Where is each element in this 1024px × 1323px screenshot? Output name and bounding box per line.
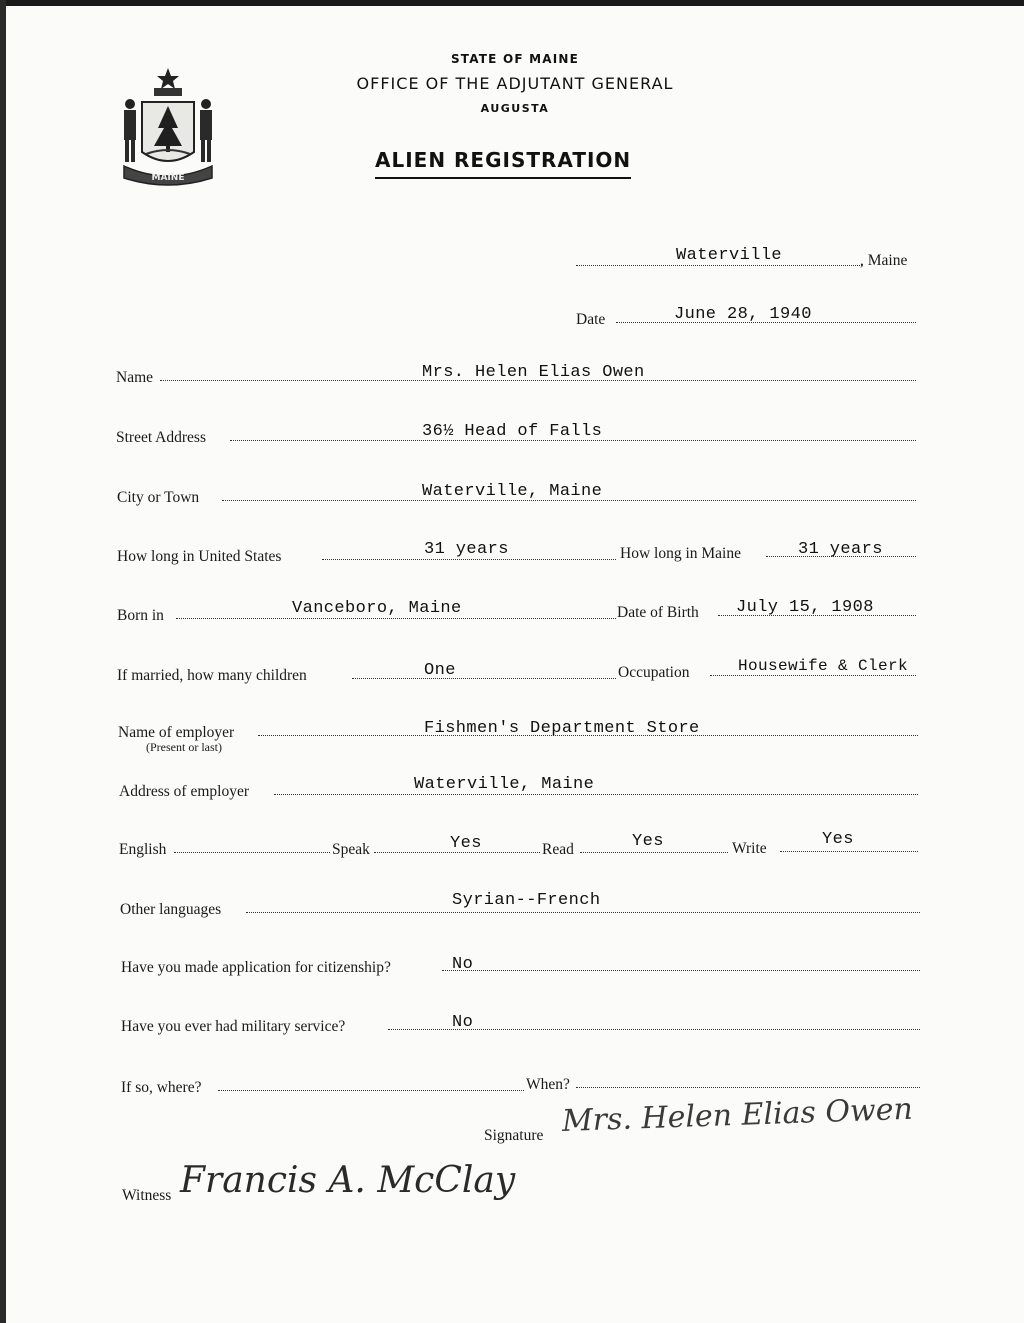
scan-edge-top xyxy=(0,0,1024,6)
speak-value: Yes xyxy=(450,834,482,853)
city-label: City or Town xyxy=(117,489,200,506)
header-city: AUGUSTA xyxy=(480,102,550,115)
english-line xyxy=(174,852,330,853)
street-address-value: 36½ Head of Falls xyxy=(422,422,603,441)
occupation-value: Housewife & Clerk xyxy=(738,657,909,675)
employer-name-sublabel: (Present or last) xyxy=(146,740,222,754)
read-label: Read xyxy=(542,841,574,858)
when-line xyxy=(576,1087,920,1088)
maine-state-seal-icon xyxy=(112,66,224,192)
how-long-us-line xyxy=(322,559,616,560)
write-label: Write xyxy=(732,840,767,857)
children-value: One xyxy=(424,661,456,680)
citizenship-value: No xyxy=(452,955,474,974)
born-in-value: Vanceboro, Maine xyxy=(292,599,462,618)
if-so-where-line xyxy=(218,1090,524,1091)
name-label: Name xyxy=(116,369,154,386)
employer-name-value: Fishmen's Department Store xyxy=(424,719,700,738)
citizenship-label: Have you made application for citizenship? xyxy=(121,959,391,976)
citizenship-line xyxy=(442,970,920,971)
read-line xyxy=(580,852,728,853)
write-line xyxy=(780,851,918,852)
date-label: Date xyxy=(576,311,606,328)
employer-address-line xyxy=(274,794,918,795)
born-in-line xyxy=(176,618,616,619)
signature-value: Mrs. Helen Elias Owen xyxy=(561,1091,914,1139)
witness-signature: Francis A. McClay xyxy=(180,1160,516,1201)
date-of-birth-label: Date of Birth xyxy=(617,604,699,621)
speak-label: Speak xyxy=(332,841,370,858)
military-label: Have you ever had military service? xyxy=(121,1018,346,1035)
date-value: June 28, 1940 xyxy=(674,305,812,324)
if-so-where-label: If so, where? xyxy=(121,1079,202,1096)
military-value: No xyxy=(452,1013,474,1032)
name-value: Mrs. Helen Elias Owen xyxy=(422,363,645,382)
when-label: When? xyxy=(526,1076,570,1093)
header-state: STATE OF MAINE xyxy=(450,52,580,66)
children-line xyxy=(352,678,616,679)
employer-name-label: Name of employer xyxy=(118,724,235,741)
other-languages-label: Other languages xyxy=(120,901,222,918)
occupation-label: Occupation xyxy=(618,664,690,681)
how-long-maine-value: 31 years xyxy=(798,540,883,559)
how-long-maine-label: How long in Maine xyxy=(620,545,741,562)
date-of-birth-value: July 15, 1908 xyxy=(736,598,874,617)
employer-address-label: Address of employer xyxy=(119,783,249,800)
write-value: Yes xyxy=(822,830,854,849)
children-label: If married, how many children xyxy=(117,667,307,684)
witness-label: Witness xyxy=(122,1187,172,1204)
born-in-label: Born in xyxy=(117,607,164,624)
other-languages-value: Syrian--French xyxy=(452,891,601,910)
employer-address-value: Waterville, Maine xyxy=(414,775,595,794)
place-value: Waterville xyxy=(676,246,783,265)
english-label: English xyxy=(119,841,167,858)
city-value: Waterville, Maine xyxy=(422,482,603,501)
place-suffix: , Maine xyxy=(860,252,908,269)
street-address-label: Street Address xyxy=(116,429,206,446)
form-title: ALIEN REGISTRATION xyxy=(375,148,631,179)
read-value: Yes xyxy=(632,832,664,851)
seal-banner-text: MAINE xyxy=(151,173,185,183)
place-line xyxy=(576,265,862,266)
how-long-us-value: 31 years xyxy=(424,540,509,559)
signature-label: Signature xyxy=(484,1127,544,1144)
other-languages-line xyxy=(246,912,920,913)
scan-edge-left xyxy=(0,0,6,1323)
occupation-line xyxy=(710,675,916,676)
header-office: OFFICE OF THE ADJUTANT GENERAL xyxy=(356,74,674,93)
how-long-us-label: How long in United States xyxy=(117,548,282,565)
